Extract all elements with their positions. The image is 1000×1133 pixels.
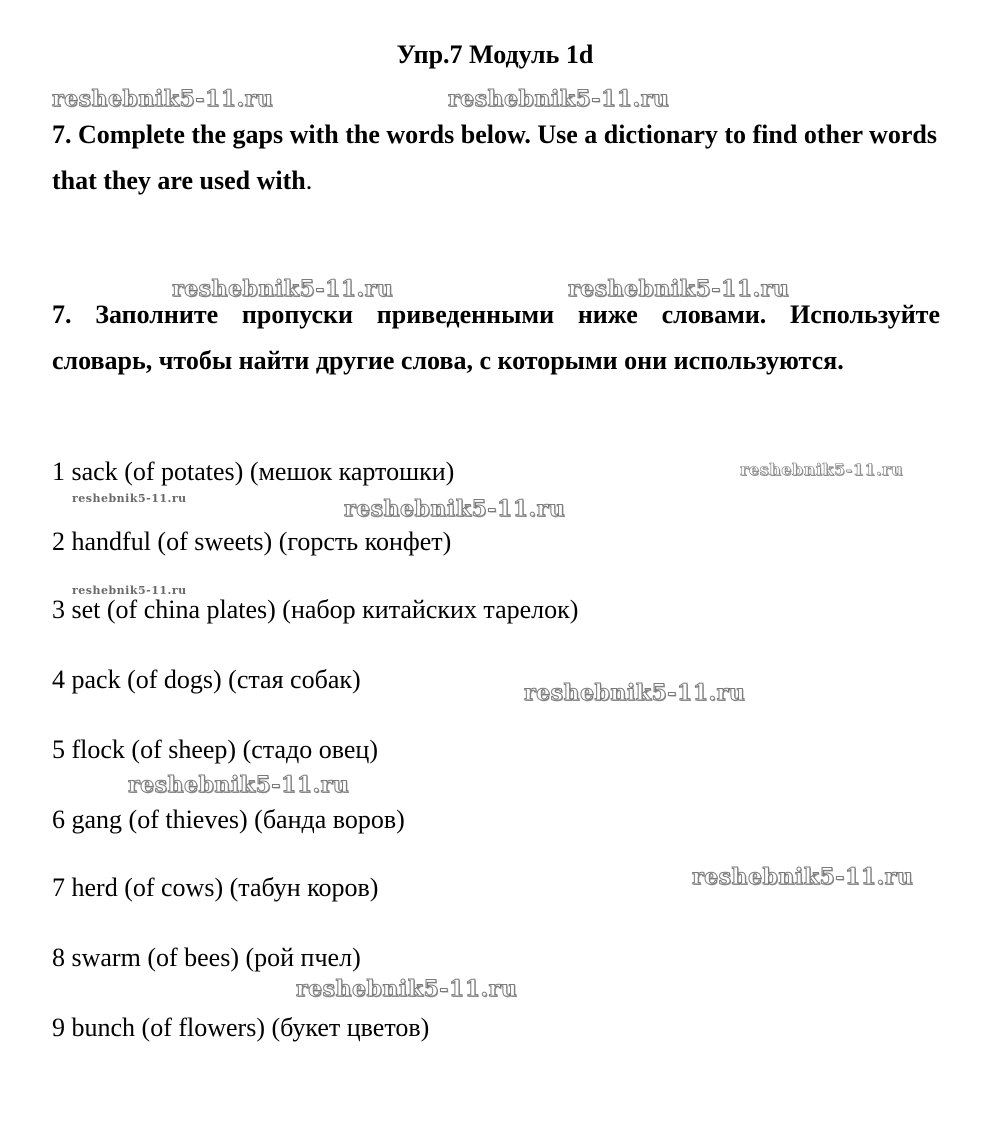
watermark: reshebnik5-11.ru (692, 864, 914, 890)
watermark: reshebnik5-11.ru (72, 492, 187, 505)
task-instruction-english (52, 112, 940, 204)
watermark: reshebnik5-11.ru (172, 276, 394, 302)
answer-item-4: 4 pack (of dogs) (стая собак) (52, 665, 361, 694)
answer-item-9: 9 bunch (of flowers) (букет цветов) (52, 1013, 430, 1042)
task-instruction-english-text: 7. Complete the gaps with the words below. Use a dictionary to find other words that they are used with (52, 120, 937, 195)
watermark: reshebnik5-11.ru (296, 976, 518, 1002)
answer-item-3: 3 set (of china plates) (набор китайских тарелок) (52, 595, 579, 624)
answer-item-6: 6 gang (of thieves) (банда воров) (52, 805, 405, 834)
answer-item-8: 8 swarm (of bees) (рой пчел) (52, 943, 361, 972)
answer-item-1: 1 sack (of potates) (мешок картошки) (52, 457, 455, 486)
watermark: reshebnik5-11.ru (128, 772, 350, 798)
watermark: reshebnik5-11.ru (72, 584, 187, 597)
watermark: reshebnik5-11.ru (740, 460, 904, 479)
watermark: reshebnik5-11.ru (568, 276, 790, 302)
watermark: reshebnik5-11.ru (344, 496, 566, 522)
task-instruction-russian: 7. Заполните пропуски приведенными ниже словами. Используйте словарь, чтобы найти другие слова, с которыми они используются. (52, 300, 940, 375)
watermark: reshebnik5-11.ru (448, 86, 670, 112)
answer-item-5: 5 flock (of sheep) (стадо овец) (52, 735, 378, 764)
answer-item-2: 2 handful (of sweets) (горсть конфет) (52, 527, 452, 556)
page-title: Упр.7 Модуль 1d (396, 40, 594, 69)
watermark: reshebnik5-11.ru (52, 86, 274, 112)
answer-item-7: 7 herd (of cows) (табун коров) (52, 873, 379, 902)
watermark: reshebnik5-11.ru (524, 680, 746, 706)
task-instruction-english-period: . (305, 166, 313, 195)
